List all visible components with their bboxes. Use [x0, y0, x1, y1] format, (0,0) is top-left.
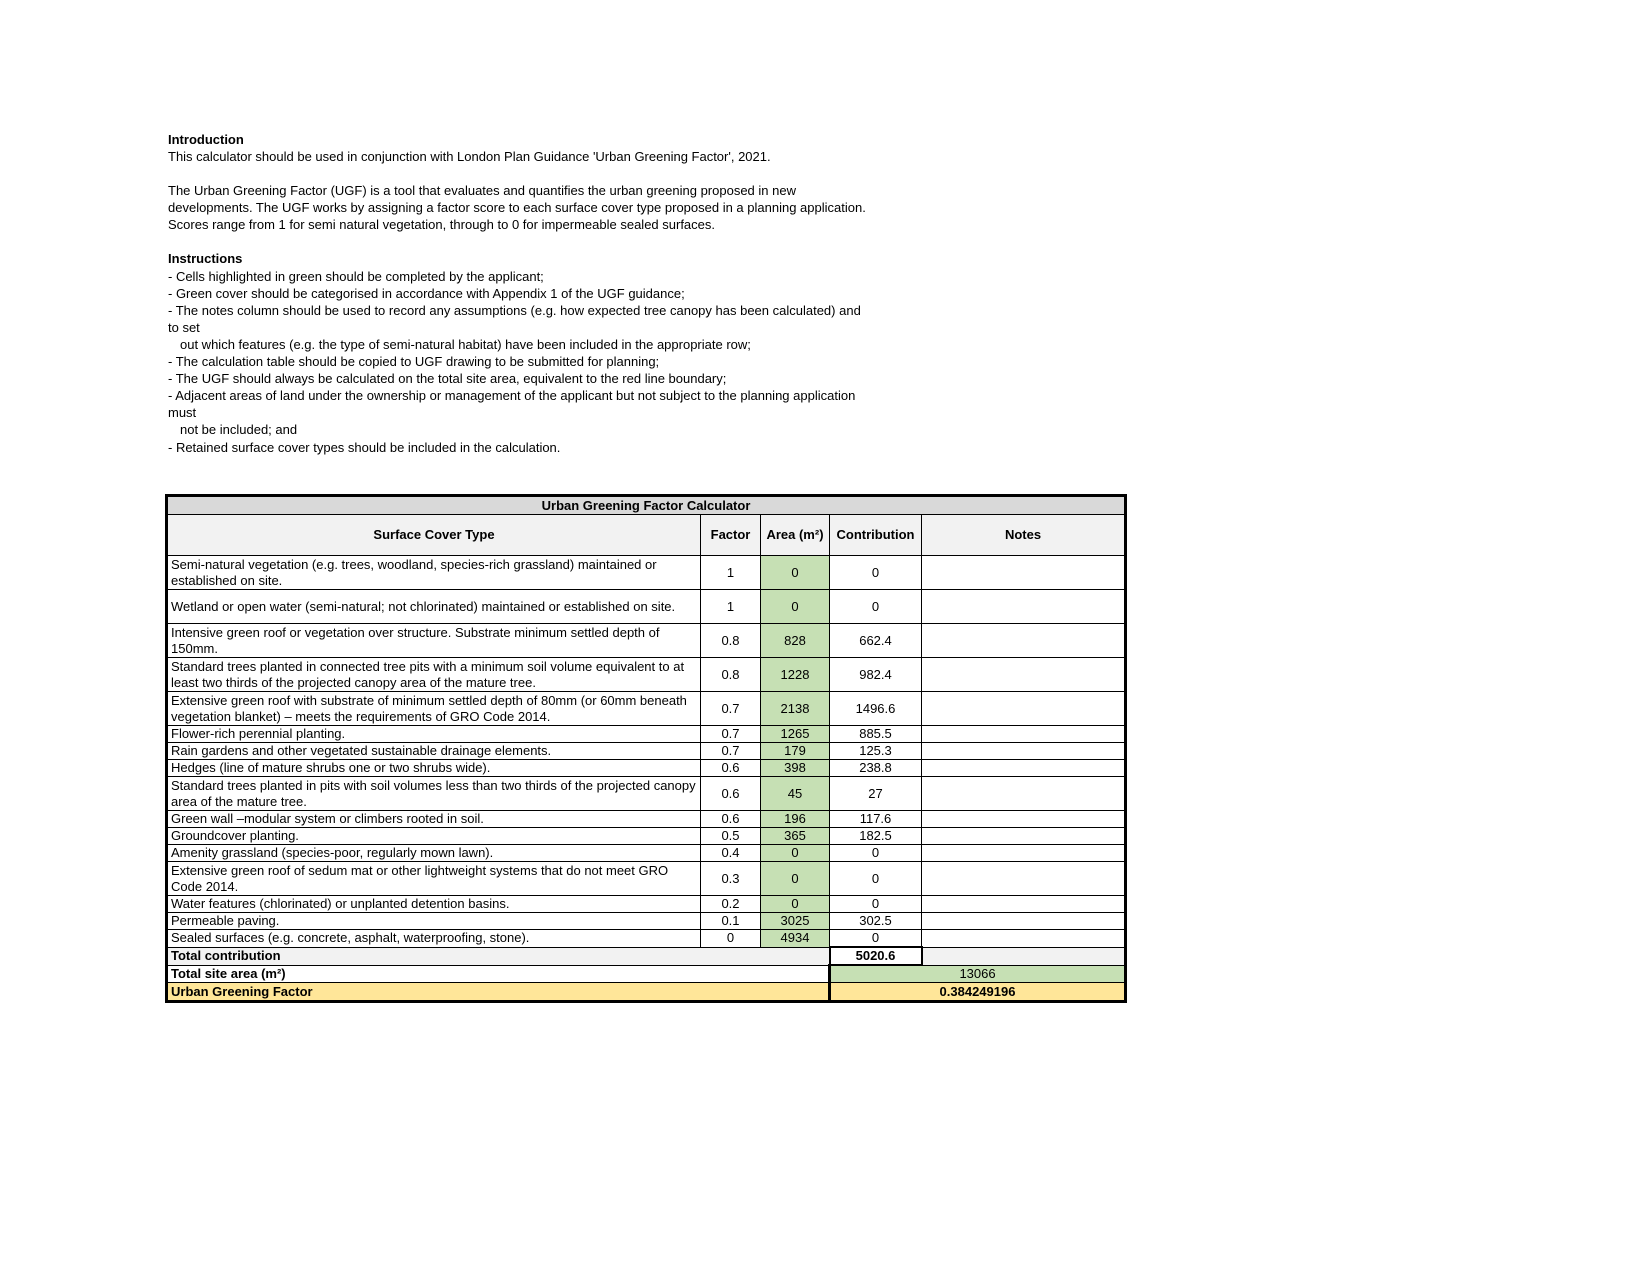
table-row — [167, 811, 1126, 828]
surface-type-cell: Permeable paving. — [167, 913, 701, 930]
surface-type-cell: Flower-rich perennial planting. — [167, 726, 701, 743]
factor-cell: 0.6 — [701, 777, 761, 811]
notes-cell[interactable] — [922, 811, 1126, 828]
instruction-line: - Adjacent areas of land under the ownership or management of the applicant but not subject to the planning application — [168, 388, 856, 404]
col-header-surface-type: Surface Cover Type — [167, 515, 701, 556]
intro-para-line: The Urban Greening Factor (UGF) is a tool that evaluates and quantifies the urban greening proposed in new — [168, 183, 796, 199]
notes-cell[interactable] — [922, 692, 1126, 726]
notes-cell[interactable] — [922, 726, 1126, 743]
table-row — [167, 930, 1126, 948]
area-input-cell[interactable]: 0 — [761, 862, 830, 896]
table-row — [167, 913, 1126, 930]
factor-cell: 0 — [701, 930, 761, 948]
total-contribution-row — [167, 947, 1126, 965]
col-header-notes: Notes — [922, 515, 1126, 556]
notes-cell[interactable] — [922, 658, 1126, 692]
table-row — [167, 556, 1126, 590]
notes-cell[interactable] — [922, 845, 1126, 862]
total-blank-cell — [922, 947, 1126, 965]
notes-cell[interactable] — [922, 913, 1126, 930]
factor-cell: 1 — [701, 556, 761, 590]
intro-heading: Introduction — [168, 132, 244, 147]
surface-type-cell: Standard trees planted in pits with soil volumes less than two thirds of the projected canopy area of the mature tree. — [167, 777, 701, 811]
surface-type-cell: Amenity grassland (species-poor, regularly mown lawn). — [167, 845, 701, 862]
total-site-area-input[interactable]: 13066 — [830, 965, 1126, 983]
table-row — [167, 896, 1126, 913]
instruction-line: - The UGF should always be calculated on the total site area, equivalent to the red line boundary; — [168, 371, 727, 387]
factor-cell: 0.8 — [701, 658, 761, 692]
surface-type-cell: Wetland or open water (semi-natural; not chlorinated) maintained or established on site. — [167, 590, 701, 624]
surface-type-cell: Semi-natural vegetation (e.g. trees, woodland, species-rich grassland) maintained or established on site. — [167, 556, 701, 590]
total-contribution-label: Total contribution — [167, 947, 830, 965]
table-row — [167, 658, 1126, 692]
contribution-cell: 662.4 — [830, 624, 922, 658]
notes-cell[interactable] — [922, 862, 1126, 896]
contribution-cell: 1496.6 — [830, 692, 922, 726]
instruction-line: not be included; and — [180, 422, 298, 438]
table-row — [167, 743, 1126, 760]
table-row — [167, 590, 1126, 624]
area-input-cell[interactable]: 1265 — [761, 726, 830, 743]
surface-type-cell: Green wall –modular system or climbers rooted in soil. — [167, 811, 701, 828]
surface-type-cell: Standard trees planted in connected tree pits with a minimum soil volume equivalent to at least two thirds of the projected canopy area of the mature tree. — [167, 658, 701, 692]
notes-cell[interactable] — [922, 777, 1126, 811]
area-input-cell[interactable]: 828 — [761, 624, 830, 658]
factor-cell: 0.8 — [701, 624, 761, 658]
factor-cell: 0.7 — [701, 726, 761, 743]
notes-cell[interactable] — [922, 590, 1126, 624]
contribution-cell: 27 — [830, 777, 922, 811]
area-input-cell[interactable]: 45 — [761, 777, 830, 811]
instruction-line: - The notes column should be used to record any assumptions (e.g. how expected tree canopy has been calculated) and — [168, 302, 861, 318]
area-input-cell[interactable]: 3025 — [761, 913, 830, 930]
area-input-cell[interactable]: 4934 — [761, 930, 830, 948]
instruction-line: - The calculation table should be copied to UGF drawing to be submitted for planning; — [168, 354, 660, 370]
factor-cell: 0.5 — [701, 828, 761, 845]
total-site-area-row — [167, 965, 1126, 983]
surface-type-cell: Extensive green roof with substrate of minimum settled depth of 80mm (or 60mm beneath vegetation blanket) – meets the requirements of GRO Code 2014. — [167, 692, 701, 726]
area-input-cell[interactable]: 0 — [761, 896, 830, 913]
col-header-factor: Factor — [701, 515, 761, 556]
area-input-cell[interactable]: 196 — [761, 811, 830, 828]
contribution-cell: 302.5 — [830, 913, 922, 930]
notes-cell[interactable] — [922, 624, 1126, 658]
factor-cell: 1 — [701, 590, 761, 624]
surface-type-cell: Extensive green roof of sedum mat or other lightweight systems that do not meet GRO Code 2014. — [167, 862, 701, 896]
factor-cell: 0.3 — [701, 862, 761, 896]
table-title: Urban Greening Factor Calculator — [167, 496, 1126, 515]
area-input-cell[interactable]: 1228 — [761, 658, 830, 692]
notes-cell[interactable] — [922, 896, 1126, 913]
total-contribution-value: 5020.6 — [830, 947, 922, 965]
factor-cell: 0.7 — [701, 692, 761, 726]
surface-type-cell: Sealed surfaces (e.g. concrete, asphalt, waterproofing, stone). — [167, 930, 701, 948]
contribution-cell: 182.5 — [830, 828, 922, 845]
contribution-cell: 885.5 — [830, 726, 922, 743]
ugf-calculator-table — [165, 494, 1127, 1003]
surface-type-cell: Intensive green roof or vegetation over structure. Substrate minimum settled depth of 150mm. — [167, 624, 701, 658]
notes-cell[interactable] — [922, 930, 1126, 948]
total-site-area-label: Total site area (m²) — [167, 965, 830, 983]
area-input-cell[interactable]: 365 — [761, 828, 830, 845]
notes-cell[interactable] — [922, 743, 1126, 760]
intro-line: This calculator should be used in conjunction with London Plan Guidance 'Urban Greening Factor', 2021. — [168, 149, 771, 165]
urban-greening-factor-label: Urban Greening Factor — [167, 983, 830, 1002]
contribution-cell: 0 — [830, 896, 922, 913]
contribution-cell: 982.4 — [830, 658, 922, 692]
table-row — [167, 862, 1126, 896]
instructions-heading: Instructions — [168, 251, 243, 267]
contribution-cell: 117.6 — [830, 811, 922, 828]
intro-para-line: Scores range from 1 for semi natural vegetation, through to 0 for impermeable sealed surfaces. — [168, 217, 716, 233]
table-row — [167, 777, 1126, 811]
surface-type-cell: Groundcover planting. — [167, 828, 701, 845]
area-input-cell[interactable]: 398 — [761, 760, 830, 777]
area-input-cell[interactable]: 2138 — [761, 692, 830, 726]
table-row — [167, 828, 1126, 845]
factor-cell: 0.7 — [701, 743, 761, 760]
contribution-cell: 125.3 — [830, 743, 922, 760]
area-input-cell[interactable]: 0 — [761, 590, 830, 624]
intro-para-line: developments. The UGF works by assigning a factor score to each surface cover type proposed in a planning application. — [168, 200, 866, 216]
factor-cell: 0.4 — [701, 845, 761, 862]
col-header-area: Area (m²) — [761, 515, 830, 556]
contribution-cell: 0 — [830, 930, 922, 948]
table-row — [167, 760, 1126, 777]
instruction-line: - Green cover should be categorised in accordance with Appendix 1 of the UGF guidance; — [168, 285, 685, 301]
area-input-cell[interactable]: 0 — [761, 556, 830, 590]
contribution-cell: 0 — [830, 862, 922, 896]
instructions-text — [168, 131, 928, 456]
surface-type-cell: Hedges (line of mature shrubs one or two shrubs wide). — [167, 760, 701, 777]
notes-cell[interactable] — [922, 828, 1126, 845]
area-input-cell[interactable]: 0 — [761, 845, 830, 862]
col-header-contribution: Contribution — [830, 515, 922, 556]
table-row — [167, 845, 1126, 862]
factor-cell: 0.6 — [701, 760, 761, 777]
contribution-cell: 0 — [830, 556, 922, 590]
factor-cell: 0.2 — [701, 896, 761, 913]
factor-cell: 0.6 — [701, 811, 761, 828]
contribution-cell: 0 — [830, 590, 922, 624]
instruction-line: - Retained surface cover types should be included in the calculation. — [168, 439, 561, 455]
instruction-line: out which features (e.g. the type of semi-natural habitat) have been included in the appropriate row; — [180, 336, 751, 352]
contribution-cell: 0 — [830, 845, 922, 862]
surface-type-cell: Water features (chlorinated) or unplanted detention basins. — [167, 896, 701, 913]
area-input-cell[interactable]: 179 — [761, 743, 830, 760]
instruction-line: - Cells highlighted in green should be completed by the applicant; — [168, 268, 544, 284]
table-row — [167, 624, 1126, 658]
urban-greening-factor-row — [167, 983, 1126, 1002]
table-row — [167, 726, 1126, 743]
notes-cell[interactable] — [922, 760, 1126, 777]
instruction-line: to set — [168, 319, 200, 335]
instruction-line: must — [168, 405, 197, 421]
notes-cell[interactable] — [922, 556, 1126, 590]
table-row — [167, 692, 1126, 726]
factor-cell: 0.1 — [701, 913, 761, 930]
contribution-cell: 238.8 — [830, 760, 922, 777]
urban-greening-factor-value: 0.384249196 — [830, 983, 1126, 1002]
surface-type-cell: Rain gardens and other vegetated sustainable drainage elements. — [167, 743, 701, 760]
